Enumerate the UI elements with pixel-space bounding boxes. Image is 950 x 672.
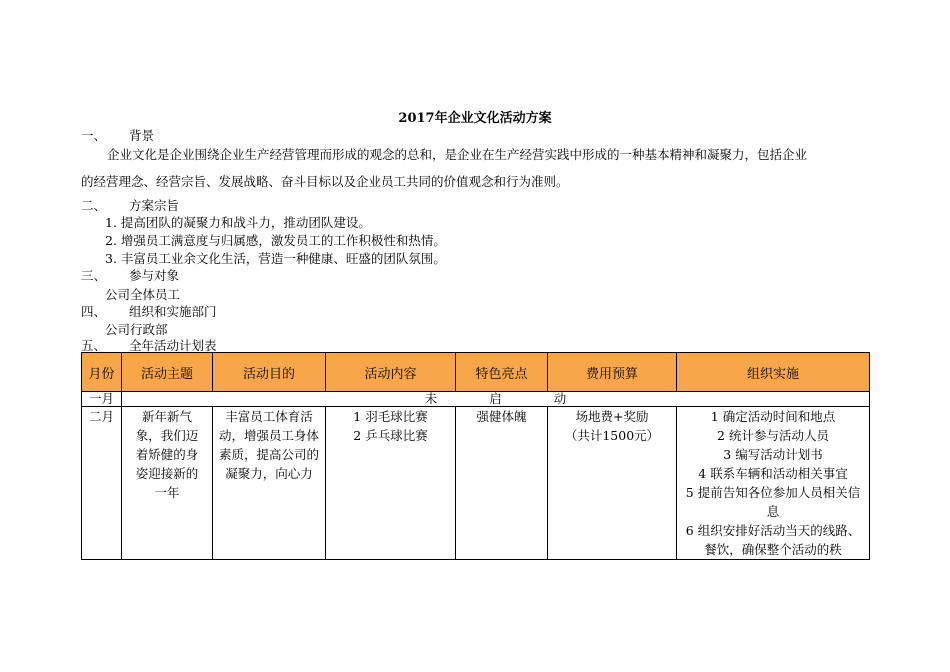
header-theme: 活动主题 bbox=[122, 353, 213, 392]
step-item: 3 编写活动计划书 bbox=[723, 447, 823, 462]
section-4-number: 四、 bbox=[81, 304, 107, 319]
participants-text: 公司全体员工 bbox=[105, 287, 181, 302]
step-item: 5 提前告知各位参加人员相关信息 bbox=[685, 485, 861, 519]
step-item: 6 组织安排好活动当天的线路、餐饮，确保整个活动的秩 bbox=[685, 523, 861, 557]
department-text: 公司行政部 bbox=[105, 322, 168, 337]
section-2-number: 二、 bbox=[81, 198, 107, 213]
purpose-text: 丰富员工体育活动，增强员工身体素质，提高公司的凝聚力，向心力 bbox=[219, 409, 320, 481]
section-3-number: 三、 bbox=[81, 268, 107, 283]
document-title: 2017年企业文化活动方案 bbox=[398, 111, 552, 126]
step-item: 1 确定活动时间和地点 bbox=[710, 409, 836, 424]
background-line-1: 企业文化是企业围绕企业生产经营管理而形成的观念的总和，是企业在生产经营实践中形成的一种基本精神和凝聚力，包括企业 bbox=[107, 147, 808, 162]
table-row bbox=[82, 392, 870, 407]
table-header-row bbox=[82, 353, 870, 392]
section-2-title: 方案宗旨 bbox=[129, 198, 180, 213]
background-line-2: 的经营理念、经营宗旨、发展战略、奋斗目标以及企业员工共同的价值观念和行为准则。 bbox=[81, 174, 569, 189]
section-3-title: 参与对象 bbox=[129, 268, 180, 283]
highlight-cell: 强健体魄 bbox=[456, 407, 548, 560]
jan-status-char-3: 动 bbox=[553, 391, 567, 406]
header-highlight: 特色亮点 bbox=[456, 353, 548, 392]
content-cell bbox=[326, 407, 456, 560]
jan-status-cell bbox=[122, 392, 870, 407]
content-item-2: 2 乒乓球比赛 bbox=[353, 428, 428, 443]
section-5-title: 全年活动计划表 bbox=[129, 338, 217, 353]
jan-status-char-2: 启 bbox=[489, 391, 502, 406]
header-purpose: 活动目的 bbox=[213, 353, 326, 392]
implementation-cell bbox=[677, 407, 870, 560]
header-implementation: 组织实施 bbox=[677, 353, 870, 392]
purpose-cell bbox=[213, 407, 326, 560]
header-content: 活动内容 bbox=[326, 353, 456, 392]
section-4-title: 组织和实施部门 bbox=[129, 304, 217, 319]
header-month: 月份 bbox=[82, 353, 122, 392]
activity-plan-table bbox=[81, 352, 870, 560]
month-cell: 一月 bbox=[82, 392, 122, 407]
table-row bbox=[82, 407, 870, 560]
theme-cell bbox=[122, 407, 213, 560]
theme-text: 新年新气象，我们迈着矫健的身姿迎接新的一年 bbox=[135, 409, 199, 500]
content-item-1: 1 羽毛球比赛 bbox=[353, 409, 428, 424]
section-1-title: 背景 bbox=[129, 128, 155, 143]
budget-cell bbox=[548, 407, 677, 560]
purpose-item-3: 3. 丰富员工业余文化生活，营造一种健康、旺盛的团队氛围。 bbox=[105, 251, 446, 266]
step-item: 4 联系车辆和活动相关事宜 bbox=[698, 466, 848, 481]
budget-line-1: 场地费+奖励 bbox=[575, 409, 649, 424]
header-budget: 费用预算 bbox=[548, 353, 677, 392]
purpose-item-1: 1. 提高团队的凝聚力和战斗力，推动团队建设。 bbox=[105, 215, 371, 230]
section-1-number: 一、 bbox=[81, 128, 107, 143]
jan-status-char-1: 未 bbox=[424, 391, 438, 406]
step-item: 2 统计参与活动人员 bbox=[717, 428, 829, 443]
purpose-item-2: 2. 增强员工满意度与归属感，激发员工的工作积极性和热情。 bbox=[105, 233, 446, 248]
budget-line-2: （共计1500元） bbox=[564, 428, 660, 443]
month-cell: 二月 bbox=[82, 407, 122, 560]
section-5-number: 五、 bbox=[81, 338, 107, 353]
